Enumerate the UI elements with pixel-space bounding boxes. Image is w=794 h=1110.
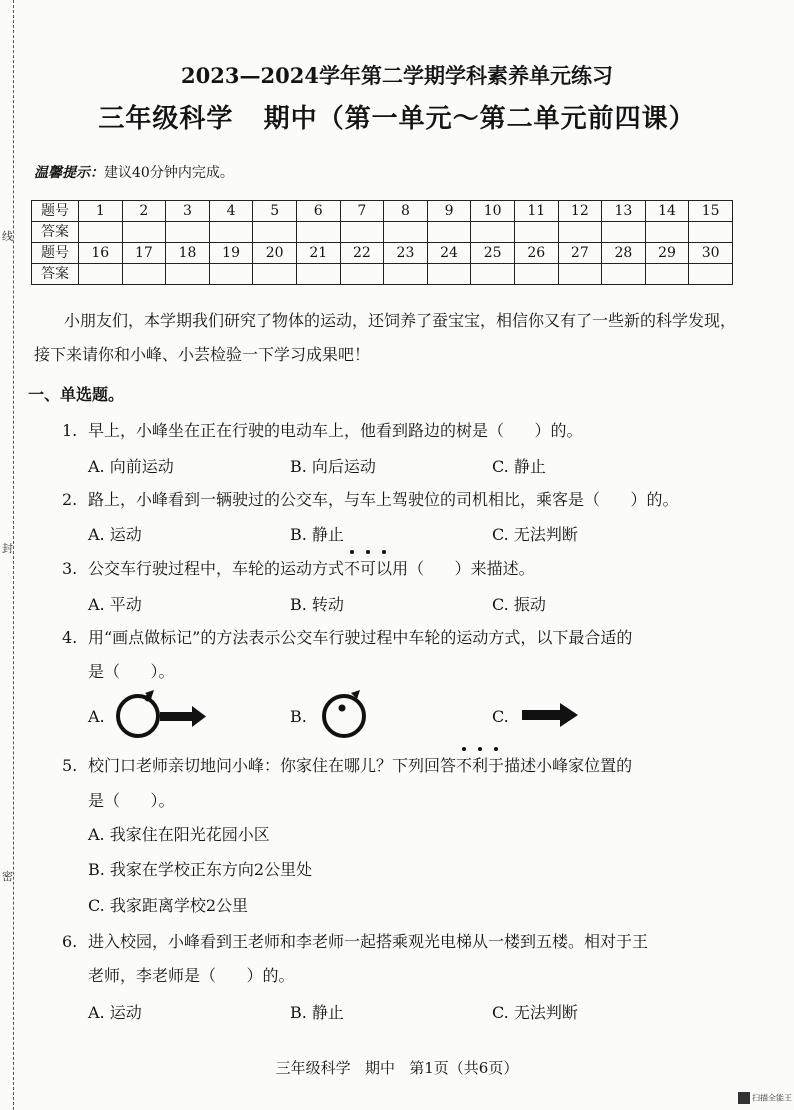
intro-paragraph: 小朋友们，本学期我们研究了物体的运动，还饲养了蚕宝宝，相信你又有了一些新的科学发现，接下来请你和小峰、小芸检验一下学习成果吧！ [34, 311, 737, 364]
row-label: 答案 [32, 264, 79, 285]
question-number-cell: 11 [514, 201, 558, 222]
exam-title: 2023—2024学年第二学期学科素养单元练习 [181, 63, 613, 88]
question-text-line2: 是（ ）。 [88, 791, 175, 810]
question-number-cell: 28 [602, 243, 646, 264]
question-number-cell: 20 [253, 243, 297, 264]
question-number-cell: 8 [384, 201, 428, 222]
answer-cell[interactable] [427, 222, 471, 243]
scanner-watermark [738, 1092, 792, 1104]
table-row-answers-1 [32, 222, 733, 243]
option-b[interactable]: B. [290, 707, 307, 726]
question-number-cell: 12 [558, 201, 602, 222]
answer-cell[interactable] [79, 264, 123, 285]
binding-margin [0, 0, 24, 1110]
question-number: 2. [62, 490, 78, 509]
answer-cell[interactable] [296, 222, 340, 243]
question-text-pre: 公交车行驶过程中，车轮的运动方式 [88, 559, 345, 578]
question-text-post: 用（ ）来描述。 [392, 559, 535, 578]
answer-cell[interactable] [558, 264, 602, 285]
question-number-cell: 17 [122, 243, 166, 264]
answer-cell[interactable] [471, 264, 515, 285]
answer-cell[interactable] [514, 264, 558, 285]
question-text-line1: 用“画点做标记”的方法表示公交车行驶过程中车轮的运动方式，以下最合适的 [88, 628, 633, 647]
option-c[interactable]: C. [492, 707, 509, 726]
answer-cell[interactable] [166, 222, 210, 243]
question-number-cell: 21 [296, 243, 340, 264]
row-label: 答案 [32, 222, 79, 243]
arrow-shaft [160, 712, 194, 721]
forward-arrow-icon [192, 706, 206, 727]
answer-cell[interactable] [558, 222, 602, 243]
table-row-numbers-2 [32, 243, 733, 264]
question-number-cell: 4 [209, 201, 253, 222]
question-4 [62, 625, 632, 648]
straight-arrow-figure[interactable] [520, 700, 582, 730]
option-c[interactable]: C. 振动 [492, 595, 546, 614]
wheel-mark-dot [339, 705, 346, 712]
question-text-line2: 老师，李老师是（ ）的。 [88, 966, 295, 985]
tip-label: 温馨提示： [34, 165, 104, 181]
binding-dashed-line [13, 0, 14, 1110]
emphasis-char: 利 [472, 753, 488, 776]
arrow-shaft [522, 710, 562, 720]
question-text-post: 描述小峰家位置的 [504, 756, 633, 775]
question-number-cell: 29 [645, 243, 689, 264]
question-5 [62, 753, 632, 776]
row-label: 题号 [32, 201, 79, 222]
answer-cell[interactable] [384, 264, 428, 285]
answer-cell[interactable] [689, 264, 733, 285]
question-number-cell: 7 [340, 201, 384, 222]
answer-cell[interactable] [122, 264, 166, 285]
answer-cell[interactable] [340, 264, 384, 285]
answer-cell[interactable] [79, 222, 123, 243]
question-number-cell: 9 [427, 201, 471, 222]
question-number-cell: 19 [209, 243, 253, 264]
answer-cell[interactable] [645, 264, 689, 285]
question-3 [62, 556, 535, 579]
binding-mark-mi: 密 [2, 870, 13, 883]
question-text-line2: 是（ ）。 [88, 662, 175, 681]
answer-cell[interactable] [253, 264, 297, 285]
wheel-dot-arrow-figure[interactable] [114, 686, 210, 746]
question-1 [62, 418, 583, 441]
wheel-circle [324, 696, 364, 736]
question-number-cell: 16 [79, 243, 123, 264]
question-number-cell: 14 [645, 201, 689, 222]
question-6 [62, 929, 648, 952]
question-2 [62, 487, 679, 510]
option-c[interactable]: C. 我家距离学校2公里 [88, 896, 249, 915]
answer-cell[interactable] [209, 222, 253, 243]
row-label: 题号 [32, 243, 79, 264]
answer-cell[interactable] [602, 222, 646, 243]
question-text: 路上，小峰看到一辆驶过的公交车，与车上驾驶位的司机相比，乘客是（ ）的。 [88, 490, 679, 509]
answer-cell[interactable] [340, 222, 384, 243]
qr-code-icon [738, 1092, 750, 1104]
answer-cell[interactable] [253, 222, 297, 243]
question-number-cell: 15 [689, 201, 733, 222]
question-number-cell: 26 [514, 243, 558, 264]
option-c[interactable]: C. 静止 [492, 457, 546, 476]
question-number-cell: 22 [340, 243, 384, 264]
option-c[interactable]: C. 无法判断 [492, 1003, 578, 1022]
option-b[interactable]: B. 我家在学校正东方向2公里处 [88, 860, 313, 879]
option-a[interactable]: A. 我家住在阳光花园小区 [88, 825, 270, 844]
answer-table [31, 200, 733, 285]
answer-cell[interactable] [166, 264, 210, 285]
option-a[interactable]: A. 运动 [88, 525, 142, 544]
question-number-cell: 18 [166, 243, 210, 264]
emphasis-char: 不 [456, 753, 472, 776]
question-number-cell: 30 [689, 243, 733, 264]
question-number-cell: 1 [79, 201, 123, 222]
table-row-answers-2 [32, 264, 733, 285]
tip-text: 建议40分钟内完成。 [104, 165, 234, 181]
answer-cell[interactable] [514, 222, 558, 243]
option-b[interactable]: B. 转动 [290, 595, 344, 614]
option-a[interactable]: A. 运动 [88, 1003, 142, 1022]
option-a[interactable]: A. 平动 [88, 595, 142, 614]
emphasis-char: 于 [488, 753, 504, 776]
tip [34, 162, 234, 182]
question-number-cell: 10 [471, 201, 515, 222]
page-footer: 三年级科学 期中 第1页（共6页） [275, 1059, 519, 1077]
question-number: 5. [62, 756, 78, 775]
answer-cell[interactable] [689, 222, 733, 243]
watermark-text: 扫描全能王 [752, 1093, 792, 1103]
answer-cell[interactable] [384, 222, 428, 243]
wheel-dot-figure[interactable] [318, 686, 374, 746]
answer-cell[interactable] [427, 264, 471, 285]
question-number-cell: 24 [427, 243, 471, 264]
question-text: 早上，小峰坐在正在行驶的电动车上，他看到路边的树是（ ）的。 [88, 421, 583, 440]
question-number-cell: 5 [253, 201, 297, 222]
answer-cell[interactable] [209, 264, 253, 285]
option-b[interactable]: B. 向后运动 [290, 457, 376, 476]
answer-cell[interactable] [296, 264, 340, 285]
binding-mark-xian: 线 [2, 230, 13, 243]
option-a[interactable]: A. 向前运动 [88, 457, 174, 476]
emphasis-char: 可 [360, 556, 376, 579]
question-number-cell: 25 [471, 243, 515, 264]
answer-cell[interactable] [645, 222, 689, 243]
question-number-cell: 3 [166, 201, 210, 222]
question-number-cell: 23 [384, 243, 428, 264]
wheel-circle [118, 696, 158, 736]
answer-cell[interactable] [602, 264, 646, 285]
option-a[interactable]: A. [88, 707, 105, 726]
question-number-cell: 27 [558, 243, 602, 264]
answer-cell[interactable] [122, 222, 166, 243]
binding-mark-feng: 封 [2, 542, 13, 555]
question-number: 3. [62, 559, 78, 578]
question-number: 1. [62, 421, 78, 440]
forward-arrow-icon [560, 703, 578, 727]
emphasis-char: 不 [344, 556, 360, 579]
question-number: 6. [62, 932, 78, 951]
question-number-cell: 13 [602, 201, 646, 222]
question-text-line1: 进入校园，小峰看到王老师和李老师一起搭乘观光电梯从一楼到五楼。相对于王 [88, 932, 649, 951]
table-row-numbers-1 [32, 201, 733, 222]
option-b[interactable]: B. 静止 [290, 1003, 344, 1022]
question-number: 4. [62, 628, 78, 647]
question-text-pre: 校门口老师亲切地问小峰：你家住在哪儿？下列回答 [88, 756, 457, 775]
option-b[interactable]: B. 静止 [290, 525, 344, 544]
option-c[interactable]: C. 无法判断 [492, 525, 578, 544]
question-number-cell: 6 [296, 201, 340, 222]
section-heading: 一、单选题。 [28, 385, 125, 404]
emphasis-char: 以 [376, 556, 392, 579]
answer-cell[interactable] [471, 222, 515, 243]
exam-subtitle: 三年级科学 期中（第一单元～第二单元前四课） [98, 104, 696, 134]
question-number-cell: 2 [122, 201, 166, 222]
